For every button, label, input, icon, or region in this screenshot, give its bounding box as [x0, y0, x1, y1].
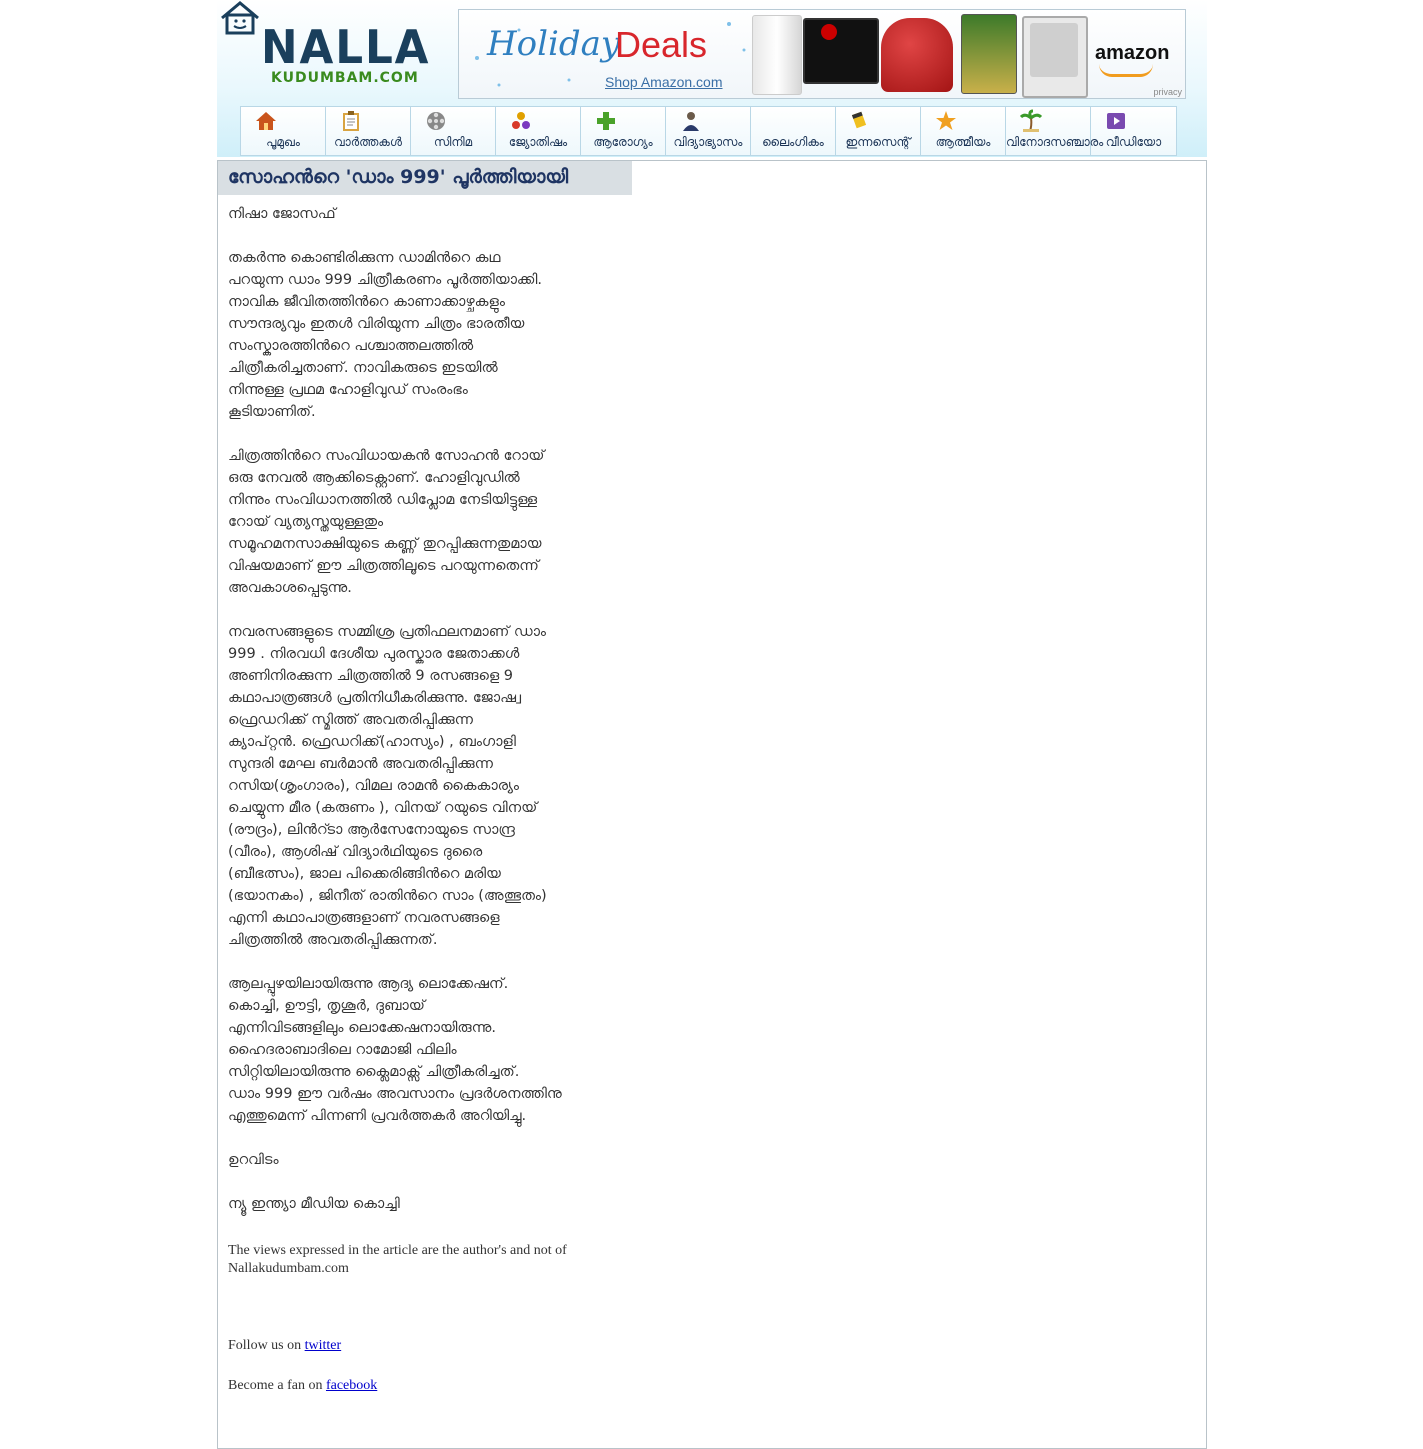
nav-label: ജ്യോതിഷം: [508, 135, 568, 149]
pencil-icon: [850, 110, 872, 132]
article-line: ചിത്രത്തിന്‍റെ സംവിധായകൻ സോഹൻ റോയ്: [228, 448, 545, 464]
article-line: പറയുന്ന ഡാം 999 ചിത്രീകരണം പൂർത്തിയാക്കി.: [228, 272, 542, 288]
article-line: എത്തുമെന്ന് പിന്നണി പ്രവര്‍ത്തകര്‍ അറിയിച്ചു.: [228, 1108, 527, 1124]
home-icon: [255, 110, 277, 132]
article-line: കഥാപാത്രങ്ങൾ പ്രതിനിധീകരിക്കുന്നു. ജോഷ്വ: [228, 690, 522, 706]
page-wrapper: [217, 0, 1207, 1449]
article-line: സുന്ദരി മേഘ ബർമാൻ അവതരിപ്പിക്കുന്ന: [228, 756, 493, 772]
site-logo-subtitle: KUDUMBAM.COM: [271, 70, 419, 86]
article-line: ഫ്രെഡറിക്ക് സ്മിത്ത് അവതരിപ്പിക്കുന്ന: [228, 712, 473, 728]
article-line: നാവിക ജീവിതത്തിന്‍റെ കാണാക്കാഴ്ചകളും: [228, 294, 505, 310]
article-line: കൊച്ചി, ഊട്ടി, തൃശൂർ, ദുബായ്: [228, 998, 425, 1014]
article-author: നിഷാ ജോസഫ്: [228, 206, 336, 222]
ad-ribbon-icon: [821, 24, 837, 40]
content-panel: [217, 160, 1207, 1449]
nav-item-astrology[interactable]: [496, 107, 581, 155]
nav-item-innocent[interactable]: [836, 107, 921, 155]
article-body: [228, 203, 628, 1237]
article-paragraph: [228, 621, 628, 951]
ad-tv-image: [803, 18, 879, 84]
ad-dvd-image: [961, 14, 1017, 94]
article-line: തകർന്നു കൊണ്ടിരിക്കുന്ന ഡാമിന്‍റെ കഥ: [228, 250, 501, 266]
article-line: അണിനിരക്കുന്ന ചിത്രത്തിൽ 9 രസങ്ങളെ 9: [228, 668, 514, 684]
ad-privacy-link[interactable]: privacy: [1153, 87, 1182, 97]
amazon-logo: amazon: [1095, 42, 1170, 64]
nav-label: സിനിമ: [433, 135, 473, 149]
article-line: ആലപ്പുഴയിലായിരുന്നു ആദ്യ ലൊക്കേഷന്.: [228, 976, 509, 992]
nav-item-home[interactable]: [241, 107, 326, 155]
main-nav: [240, 106, 1177, 156]
article-line: ചിത്രത്തിൽ അവതരിപ്പിക്കുന്നത്.: [228, 932, 438, 948]
article-line: നവരസങ്ങളുടെ സമ്മിശ്ര പ്രതിഫലനമാണ് ഡാം: [228, 624, 546, 640]
logo-house-icon: [219, 0, 261, 36]
article-line: ഹൈദരാബാദിലെ റാമോജി ഫിലിം: [228, 1042, 457, 1058]
article-line: 999 . നിരവധി ദേശീയ പുരസ്കാര ജേതാക്കൾ: [228, 646, 520, 662]
nav-item-education[interactable]: [666, 107, 751, 155]
page-title: സോഹന്‍റെ 'ഡാം 999' പൂര്‍ത്തിയായി: [228, 166, 569, 188]
article-line: ഡാം 999 ഈ വർഷം അവസാനം പ്രദർശനത്തിനു: [228, 1086, 562, 1102]
article-line: സമൂഹമനസാക്ഷിയുടെ കണ്ണ് തുറപ്പിക്കുന്നതുമായ: [228, 536, 542, 552]
article-line: സിറ്റിയിലായിരുന്നു ക്ലൈമാക്സ് ചിത്രീകരിച്ചത്.: [228, 1064, 520, 1080]
nav-label: വിനോദസഞ്ചാരം: [1006, 135, 1104, 149]
palm-tree-icon: [1020, 110, 1042, 132]
amazon-smile-icon: [1099, 64, 1153, 77]
nav-label: ഇന്നസെന്റ്: [845, 135, 911, 149]
article-line: എന്നിവിടങ്ങളിലും ലൊക്കേഷനായിരുന്നു.: [228, 1020, 496, 1036]
article-line: സൗന്ദര്യവും ഇതൾ വിരിയുന്ന ചിത്രം ഭാരതീയ: [228, 316, 525, 332]
nav-label: ആരോഗ്യം: [593, 135, 653, 149]
twitter-link[interactable]: twitter: [304, 1338, 342, 1353]
article-line: നിന്നുള്ള പ്രഥമ ഹോളിവുഡ് സംരംഭം: [228, 382, 468, 398]
article-line: ചിത്രീകരിച്ചതാണ്. നാവികരുടെ ഇടയിൽ: [228, 360, 498, 376]
article-line: (രൗദ്രം), ലിന്‍റ്ടാ ആര്‍സേനോയുടെ സാന്ദ്ര: [228, 822, 515, 838]
nav-label: ലൈംഗികം: [762, 135, 824, 149]
article-line: റസിയ(ശൃംഗാരം), വിമല രാമൻ കൈകാര്യം: [228, 778, 519, 794]
student-icon: [680, 110, 702, 132]
article-line: (ബീഭത്സം), ജാല പിക്കെരിങ്ങിന്‍റെ മരിയ: [228, 866, 501, 882]
article-line: അവകാശപ്പെടുന്നു.: [228, 580, 352, 596]
article-line: ന്യൂ ഇന്ത്യാ മീഡിയ കൊച്ചി: [228, 1196, 400, 1212]
article-line: ചെയ്യുന്ന മീര (കരുണം ), വിനയ് റയുടെ വിനയ്: [228, 800, 538, 816]
article-line: (വീരം), ആശിഷ് വിദ്യാർഥിയുടെ ദുരൈ: [228, 844, 483, 860]
article-line: ഉറവിടം: [228, 1152, 279, 1168]
article-disclaimer: The views expressed in the article are the author's and not of Nallakudumbam.com: [228, 1243, 567, 1276]
follow-facebook: [228, 1378, 377, 1394]
article-source-label: [228, 1149, 628, 1171]
ad-deals-text: Deals: [615, 24, 708, 65]
article-line: ഒരു നേവൽ ആക്കിടെക്റ്റാണ്. ഹോളിവുഡിൽ: [228, 470, 520, 486]
astrology-icon: [510, 110, 532, 132]
article-line: സംസ്കാരത്തിന്‍റെ പശ്ചാത്തലത്തിൽ: [228, 338, 474, 354]
article-line: വിഷയമാണ് ഈ ചിത്രത്തിലൂടെ പറയുന്നതെന്ന്: [228, 558, 539, 574]
ad-holiday-text: Holiday: [487, 24, 621, 64]
nav-item-news[interactable]: [326, 107, 411, 155]
ad-mixer-image: [881, 18, 953, 92]
article-paragraph: [228, 973, 628, 1127]
nav-label: വാർത്തകൾ: [334, 135, 402, 149]
article-line: എന്നി കഥാപാത്രങ്ങളാണ് നവരസങ്ങളെ: [228, 910, 500, 926]
article-line: കൂടിയാണിത്.: [228, 404, 316, 420]
clipboard-icon: [340, 110, 362, 132]
nav-label: വീഡിയോ: [1105, 135, 1162, 149]
star-icon: [935, 110, 957, 132]
ad-console-image: [752, 15, 802, 95]
ad-ereader-screen: [1030, 23, 1078, 77]
amazon-ad-banner[interactable]: [458, 9, 1186, 99]
follow-facebook-text: Become a fan on: [228, 1378, 323, 1393]
follow-twitter: [228, 1338, 341, 1354]
nav-item-tourism[interactable]: [1006, 107, 1104, 155]
article-line: നിന്നും സംവിധാനത്തിൽ ഡിപ്ലോമ നേടിയിട്ടുള്ള: [228, 492, 538, 508]
article-paragraph: [228, 445, 628, 599]
article-source: [228, 1193, 628, 1215]
article-line: ക്യാപ്റ്റന്‍. ഫ്രെഡറിക്ക്(ഹാസ്യം) , ബംഗാളി: [228, 734, 516, 750]
nav-label: പൂമുഖം: [266, 135, 300, 149]
nav-label: ആത്മീയം: [935, 135, 991, 149]
title-bar: [218, 161, 632, 195]
film-reel-icon: [425, 110, 447, 132]
nav-label: വിദ്യാഭ്യാസം: [673, 135, 743, 149]
follow-twitter-text: Follow us on: [228, 1338, 302, 1353]
article-line: റോയ് വ്യത്യസ്തയുള്ളതും: [228, 514, 384, 530]
nav-item-cinema[interactable]: [411, 107, 496, 155]
site-logo[interactable]: NALLA: [261, 20, 431, 74]
nav-item-spiritual[interactable]: [921, 107, 1006, 155]
article-line: (ഭയാനകം) , ജിനീത് രാതിന്‍റെ സാം (അത്ഭുതം): [228, 888, 547, 904]
nav-item-health[interactable]: [581, 107, 666, 155]
nav-item-sexuality[interactable]: [751, 107, 836, 155]
ad-shop-link[interactable]: Shop Amazon.com: [605, 74, 723, 90]
nav-item-video[interactable]: [1091, 107, 1176, 155]
facebook-link[interactable]: facebook: [325, 1378, 378, 1393]
plus-icon: [595, 110, 617, 132]
article-paragraph: [228, 247, 628, 423]
video-icon: [1105, 110, 1127, 132]
site-header: [217, 0, 1207, 157]
